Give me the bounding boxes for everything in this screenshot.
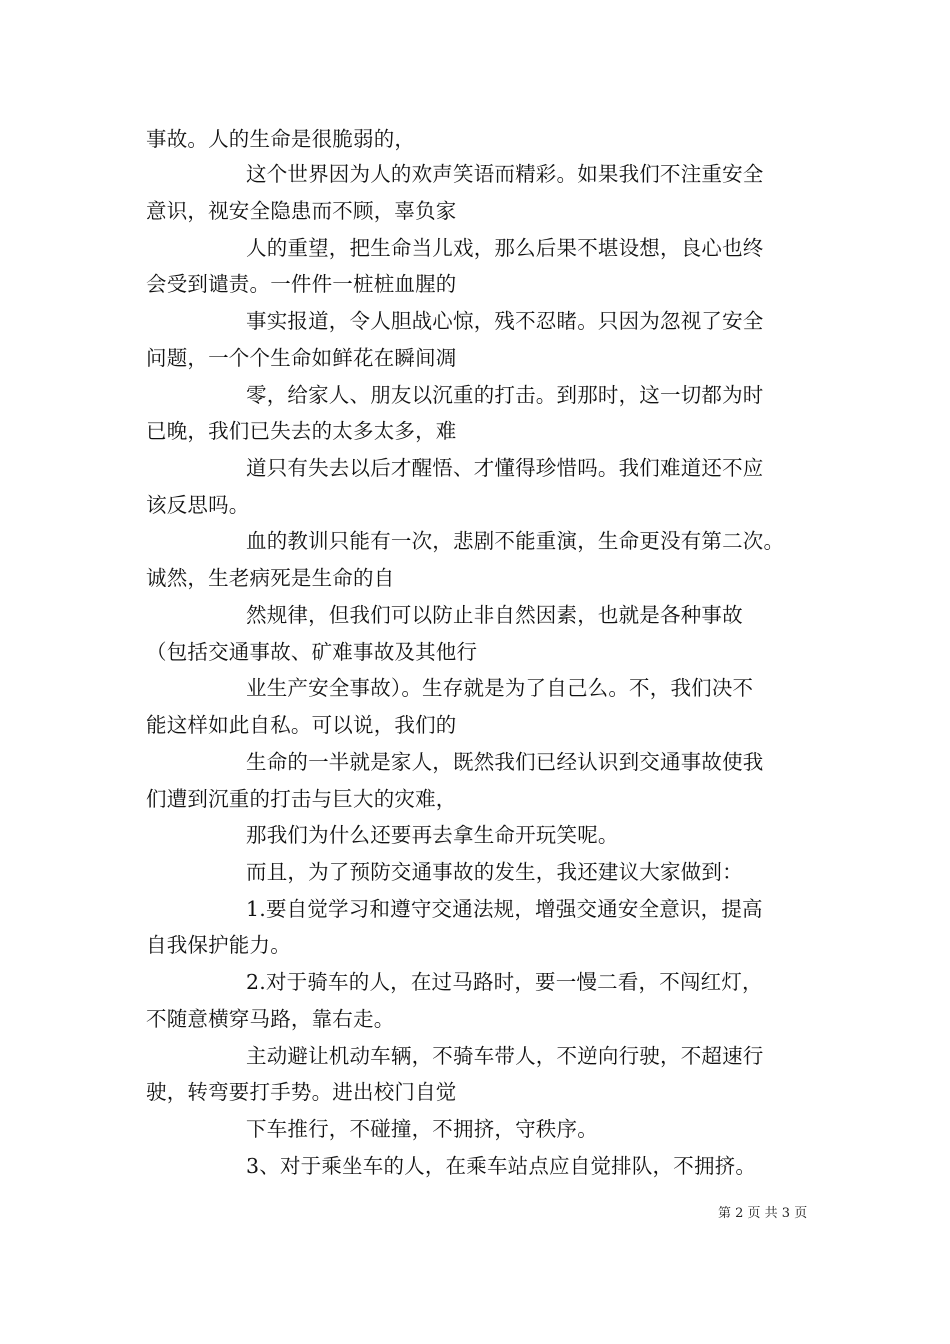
text-line: 然规律，但我们可以防止非自然因素，也就是各种事故: [246, 603, 743, 627]
text-line: 主动避让机动车辆，不骑车带人，不逆向行驶，不超速行: [246, 1044, 764, 1068]
text-line: （包括交通事故、矿难事故及其他行: [146, 640, 478, 664]
page-number: 第 2 页 共 3 页: [718, 1206, 808, 1221]
text-line: 这个世界因为人的欢声笑语而精彩。如果我们不注重安全: [246, 162, 764, 186]
text-line: 事实报道，令人胆战心惊，残不忍睹。只因为忽视了安全: [246, 309, 764, 333]
text-line: 诚然，生老病死是生命的自: [146, 566, 395, 590]
text-line: 问题，一个个生命如鲜花在瞬间凋: [146, 346, 457, 370]
text-line: 1.要自觉学习和遵守交通法规，增强交通安全意识，提高: [246, 897, 763, 921]
text-line: 道只有失去以后才醒悟、才懂得珍惜吗。我们难道还不应: [246, 456, 764, 480]
text-line: 那我们为什么还要再去拿生命开玩笑呢。: [246, 823, 619, 847]
text-line: 意识，视安全隐患而不顾，辜负家: [146, 199, 457, 223]
text-line: 们遭到沉重的打击与巨大的灾难，: [146, 787, 457, 811]
text-line: 人的重望，把生命当儿戏，那么后果不堪设想，良心也终: [246, 236, 764, 260]
text-line: 血的教训只能有一次，悲剧不能重演，生命更没有第二次。: [246, 529, 785, 553]
text-line: 而且，为了预防交通事故的发生，我还建议大家做到：: [246, 860, 743, 884]
text-line: 会受到谴责。一件件一桩桩血腥的: [146, 272, 457, 296]
text-line: 3、对于乘坐车的人，在乘车站点应自觉排队，不拥挤。: [246, 1154, 757, 1178]
text-line: 事故。人的生命是很脆弱的，: [146, 127, 416, 151]
text-line: 零，给家人、朋友以沉重的打击。到那时，这一切都为时: [246, 383, 764, 407]
text-line: 能这样如此自私。可以说，我们的: [146, 713, 457, 737]
text-line: 不随意横穿马路，靠右走。: [146, 1007, 395, 1031]
text-line: 自我保护能力。: [146, 933, 291, 957]
text-line: 下车推行，不碰撞，不拥挤，守秩序。: [246, 1117, 598, 1141]
text-line: 业生产安全事故）。生存就是为了自己么。不，我们决不: [246, 676, 754, 700]
text-line: 生命的一半就是家人，既然我们已经认识到交通事故使我: [246, 750, 764, 774]
text-line: 已晚，我们已失去的太多太多，难: [146, 419, 457, 443]
text-line: 2.对于骑车的人，在过马路时，要一慢二看，不闯红灯，: [246, 970, 763, 994]
text-line: 驶，转弯要打手势。进出校门自觉: [146, 1080, 457, 1104]
text-line: 该反思吗。: [146, 493, 250, 517]
